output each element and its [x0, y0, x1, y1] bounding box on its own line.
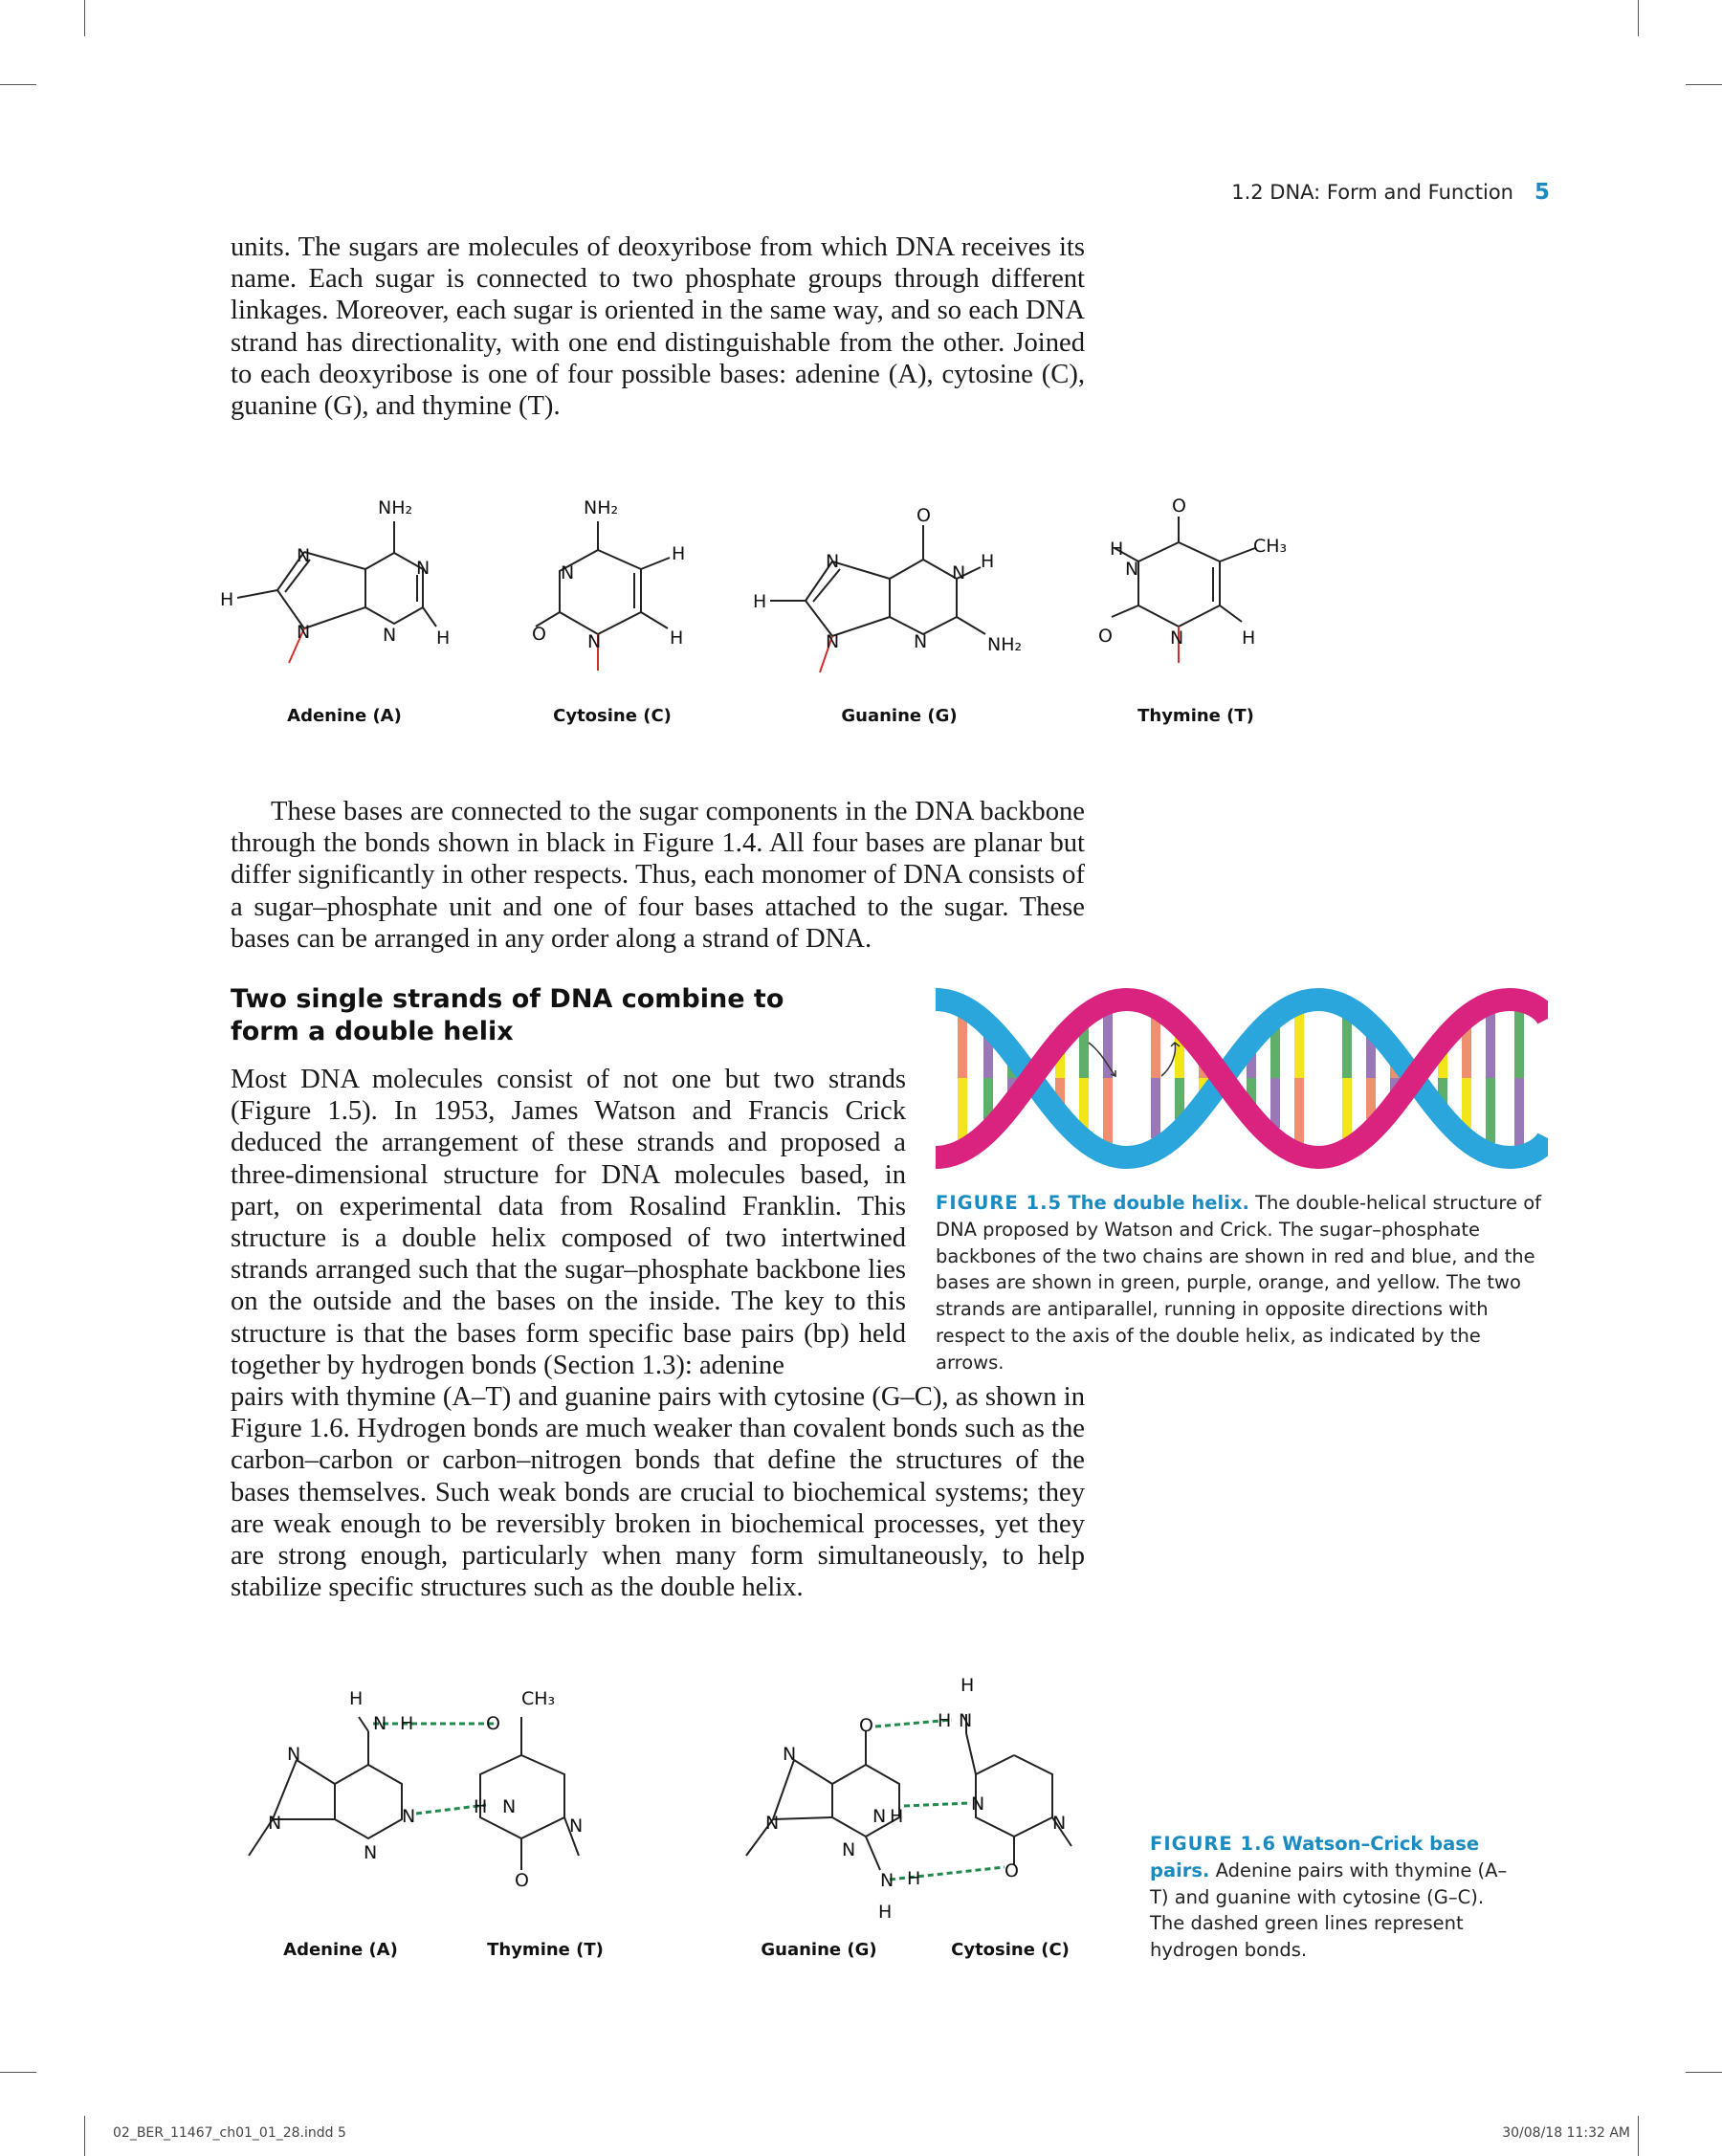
paragraph-3-wide [231, 1381, 1085, 1603]
atom-label: H [981, 551, 995, 572]
atom-label: H [890, 1806, 904, 1827]
running-head [1231, 180, 1550, 205]
helix-base-rung [1103, 1013, 1113, 1078]
helix-base-rung [1103, 1078, 1113, 1143]
atom-label: N [783, 1744, 797, 1765]
helix-base-rung [958, 1017, 967, 1078]
paragraph-1 [231, 231, 1085, 422]
atom-label: N [872, 1806, 887, 1827]
helix-base-rung [1342, 1078, 1352, 1138]
atom-label: H [400, 1713, 414, 1734]
atom-label: N [364, 1842, 378, 1863]
atom-label: H [349, 1688, 364, 1709]
base-label-thymine: Thymine (T) [1137, 706, 1254, 726]
bases-structures-figure [220, 483, 1301, 684]
footer-timestamp: 30/08/18 11:32 AM [1502, 2125, 1630, 2141]
helix-base-rung [1514, 1078, 1524, 1146]
pair-label-adenine: Adenine (A) [283, 1940, 398, 1960]
atom-label: H [670, 627, 684, 649]
pair-label-guanine: Guanine (G) [761, 1940, 877, 1960]
atom-label: N [502, 1796, 517, 1817]
atom-label: N [1052, 1813, 1067, 1834]
helix-base-rung [1079, 1028, 1089, 1078]
figure-1-5-number: FIGURE 1.5 [936, 1192, 1063, 1214]
helix-base-rung [1151, 1078, 1160, 1138]
paragraph-2 [231, 796, 1085, 955]
atom-label: N [297, 622, 311, 643]
helix-base-rung [1462, 1078, 1471, 1128]
atom-label: CH₃ [521, 1688, 556, 1709]
atom-label: NH₂ [378, 497, 413, 518]
atom-label: NH₂ [584, 497, 619, 518]
crop-mark [84, 0, 85, 36]
crop-mark [84, 2116, 85, 2156]
paragraph-3-narrow-text: Most DNA molecules consist of not one but two strands (Figure 1.5). In 1953, James Watson and Francis Crick deduced the arrangement of these strands and proposed a three-dimensional structure for DNA molecules based, in part, on experimental data from Rosalind Franklin. This structure is a double helix composed of two intertwined strands arranged such that the sugar–phosphate backbone lies on the outside and the bases on the inside. The key to this structure is that the bases form specific base pairs (bp) held together by hydrogen bonds (Section 1.3): adenine [231, 1065, 906, 1380]
helix-base-rung [1462, 1028, 1471, 1078]
atom-label: O [1098, 626, 1113, 647]
atom-label: H [960, 1675, 975, 1696]
helix-base-rung [1486, 1013, 1495, 1078]
atom-label: N [826, 551, 840, 572]
atom-label: N [268, 1813, 282, 1834]
helix-base-rung [1486, 1078, 1495, 1143]
atom-label: N [914, 631, 928, 652]
crop-mark [1638, 2116, 1639, 2156]
crop-mark [1638, 0, 1639, 36]
atom-label: N [561, 562, 575, 583]
atom-label: N [959, 1710, 973, 1731]
double-helix-figure [936, 985, 1548, 1172]
atom-label: N [1170, 627, 1184, 649]
atom-label: CH₃ [1253, 536, 1288, 557]
atom-label: O [515, 1870, 529, 1891]
base-pairs-figure [230, 1664, 1110, 1942]
crop-mark [1686, 84, 1722, 85]
footer-file: 02_BER_11467_ch01_01_28.indd 5 [113, 2125, 346, 2141]
paragraph-1-text: units. The sugars are molecules of deoxyribose from which DNA receives its name. Each sugar is connected to two phosphate groups through different linkages. Moreover, each sugar is oriented in the same way, and so each DNA strand has directionality, with one end distinguishable from the other. Joined to each deoxyribose is one of four possible bases: adenine (A), cytosine (C), guanine (G), and thymine (T). [231, 232, 1085, 422]
atom-label: H [938, 1710, 952, 1731]
helix-base-rung [1079, 1078, 1089, 1128]
atom-label: O [916, 505, 931, 526]
paragraph-3-wide-text: pairs with thymine (A–T) and guanine pairs with cytosine (G–C), as shown in Figure 1.6. Hydrogen bonds are much weaker than covalent bonds such as the carbon–carbon or carbon–nitrogen bonds that define the structures of the bases themselves. Such weak bonds are crucial to biochemical systems; they are weak enough to be reversibly broken in biochemical processes, yet they are strong enough, particularly when many form simultaneously, to help stabilize specific structures such as the double helix. [231, 1382, 1085, 1603]
section-heading: Two single strands of DNA combine to form a double helix [231, 984, 784, 1046]
atom-label: N [842, 1839, 856, 1860]
atom-label: H [907, 1868, 921, 1889]
helix-base-rung [1342, 1018, 1352, 1078]
figure-1-5-caption [936, 1190, 1543, 1376]
atom-label: H [220, 589, 234, 610]
figure-1-6-number: FIGURE 1.6 [1150, 1833, 1277, 1855]
atom-label: N [880, 1870, 894, 1891]
atom-label: N [297, 545, 311, 566]
pair-label-thymine: Thymine (T) [487, 1940, 604, 1960]
atom-label: N [971, 1793, 985, 1815]
pair-label-cytosine: Cytosine (C) [951, 1940, 1070, 1960]
atom-label: N [952, 562, 966, 583]
page-number: 5 [1534, 180, 1550, 205]
atom-label: H [878, 1902, 893, 1923]
base-label-guanine: Guanine (G) [841, 706, 958, 726]
crop-mark [0, 2072, 36, 2073]
base-label-cytosine: Cytosine (C) [553, 706, 672, 726]
atom-label: H [753, 591, 767, 612]
atom-label: O [1172, 495, 1186, 517]
atom-label: N [383, 625, 397, 646]
helix-base-rung [1294, 1013, 1304, 1078]
helix-base-rung [1270, 1028, 1280, 1078]
paragraph-2-text: These bases are connected to the sugar components in the DNA backbone through the bonds shown in black in Figure 1.4. All four bases are planar but differ significantly in other respects. Thus, each monomer of DNA consists of a sugar–phosphate unit and one of four bases attached to the sugar. These bases can be arranged in any order along a strand of DNA. [231, 797, 1085, 954]
atom-label: O [532, 624, 546, 645]
atom-label: O [1004, 1860, 1019, 1881]
atom-label: N [416, 558, 430, 579]
atom-label: N [402, 1806, 416, 1827]
atom-label: O [859, 1715, 873, 1736]
crop-mark [0, 84, 36, 85]
helix-base-rung [1151, 1018, 1160, 1078]
figure-1-6-title: Watson–Crick base pairs. [1150, 1833, 1480, 1881]
atom-label: H [474, 1796, 488, 1817]
atom-label: N [569, 1815, 584, 1837]
figure-1-5-text: The double-helical structure of DNA proposed by Watson and Crick. The sugar–phosphate backbones of the two chains are shown in red and blue, and the bases are shown in green, purple, orange, and yellow. The two strands are antiparallel, running in opposite directions with respect to the axis of the double helix, as indicated by the arrows. [936, 1192, 1541, 1374]
helix-base-rung [958, 1078, 967, 1139]
running-head-section: 1.2 DNA: Form and Function [1231, 181, 1513, 204]
atom-label: N [765, 1813, 780, 1834]
paragraph-3-narrow [231, 1064, 906, 1381]
atom-label: H [1242, 627, 1256, 649]
figure-1-6-caption [1150, 1831, 1513, 1964]
base-label-adenine: Adenine (A) [287, 706, 402, 726]
atom-label: N [373, 1713, 387, 1734]
atom-label: H [672, 543, 686, 564]
atom-label: H [1110, 539, 1124, 560]
atom-label: N [1125, 559, 1139, 580]
helix-base-rung [1514, 1010, 1524, 1078]
atom-label: N [287, 1744, 301, 1765]
helix-base-rung [1270, 1078, 1280, 1128]
atom-label: H [436, 627, 451, 649]
helix-base-rung [1294, 1078, 1304, 1143]
figure-1-5-title: The double helix. [1068, 1192, 1249, 1214]
figure-1-6-text: Adenine pairs with thymine (A–T) and guanine with cytosine (G–C). The dashed green lines represent hydrogen bonds. [1150, 1859, 1508, 1962]
crop-mark [1686, 2072, 1722, 2073]
atom-label: N [826, 631, 840, 652]
atom-label: NH₂ [987, 634, 1023, 655]
atom-label: O [486, 1713, 500, 1734]
atom-label: N [587, 631, 602, 652]
